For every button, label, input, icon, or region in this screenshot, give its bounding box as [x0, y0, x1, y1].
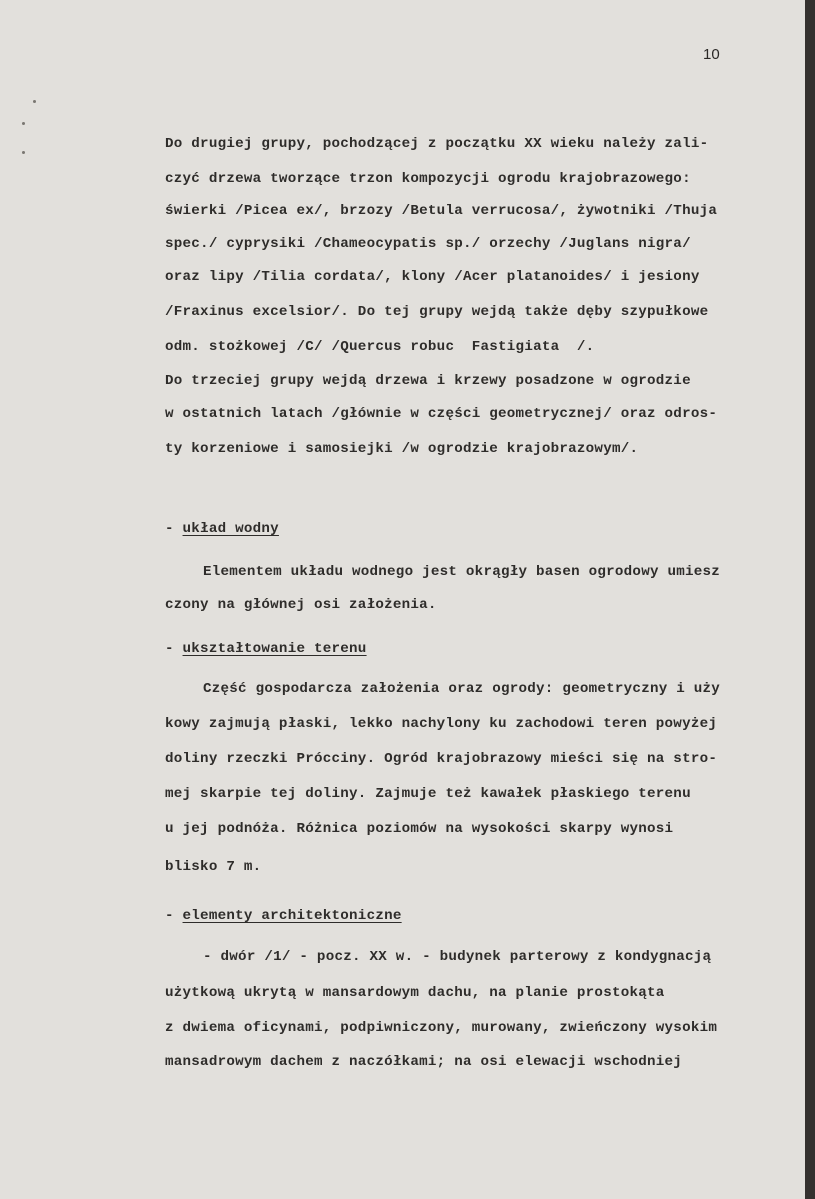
heading-text: ukształtowanie terenu [182, 641, 367, 657]
text-line: /Fraxinus excelsior/. Do tej grupy wejdą także dęby szypułkowe [165, 304, 709, 320]
text-line: Do trzeciej grupy wejdą drzewa i krzewy posadzone w ogrodzie [165, 373, 691, 389]
text-line: mej skarpie tej doliny. Zajmuje też kawałek płaskiego terenu [165, 786, 691, 802]
text-line: Część gospodarcza założenia oraz ogrody: geometryczny i uży [203, 681, 721, 697]
text-line: spec./ cyprysiki /Chameocypatis sp./ orzechy /Juglans nigra/ [165, 236, 691, 252]
text-line: doliny rzeczki Prócciny. Ogród krajobrazowy mieści się na stro- [165, 751, 718, 767]
page-number: 10 [703, 46, 720, 63]
text-line: oraz lipy /Tilia cordata/, klony /Acer platanoides/ i jesiony [165, 269, 700, 285]
text-line: Elementem układu wodnego jest okrągły basen ogrodowy umiesz [203, 564, 721, 580]
margin-speck [33, 100, 36, 103]
text-line: u jej podnóża. Różnica poziomów na wysokości skarpy wynosi [165, 821, 674, 837]
section-heading [165, 640, 367, 658]
heading-dash: - [165, 521, 174, 537]
text-line: odm. stożkowej /C/ /Quercus robuc Fastigiata /. [165, 339, 595, 355]
text-line: czyć drzewa tworzące trzon kompozycji ogrodu krajobrazowego: [165, 171, 691, 187]
text-line: w ostatnich latach /głównie w części geometrycznej/ oraz odros- [165, 406, 718, 422]
text-line: z dwiema oficynami, podpiwniczony, murowany, zwieńczony wysokim [165, 1020, 718, 1036]
heading-dash: - [165, 908, 174, 924]
text-line: blisko 7 m. [165, 859, 262, 875]
text-line: kowy zajmują płaski, lekko nachylony ku zachodowi teren powyżej [165, 716, 718, 732]
text-line: użytkową ukrytą w mansardowym dachu, na planie prostokąta [165, 985, 665, 1001]
text-line: ty korzeniowe i samosiejki /w ogrodzie krajobrazowym/. [165, 441, 639, 457]
text-line: mansadrowym dachem z naczółkami; na osi elewacji wschodniej [165, 1054, 683, 1070]
section-heading [165, 907, 402, 925]
heading-text: układ wodny [182, 521, 279, 537]
heading-text: elementy architektoniczne [182, 908, 402, 924]
text-line: świerki /Picea ex/, brzozy /Betula verrucosa/, żywotniki /Thuja [165, 203, 718, 219]
section-heading [165, 520, 279, 538]
heading-dash: - [165, 641, 174, 657]
margin-speck [22, 151, 25, 154]
text-line: Do drugiej grupy, pochodzącej z początku XX wieku należy zali- [165, 136, 709, 152]
text-line: - dwór /1/ - pocz. XX w. - budynek parterowy z kondygnacją [203, 949, 712, 965]
margin-speck [22, 122, 25, 125]
text-line: czony na głównej osi założenia. [165, 597, 437, 613]
